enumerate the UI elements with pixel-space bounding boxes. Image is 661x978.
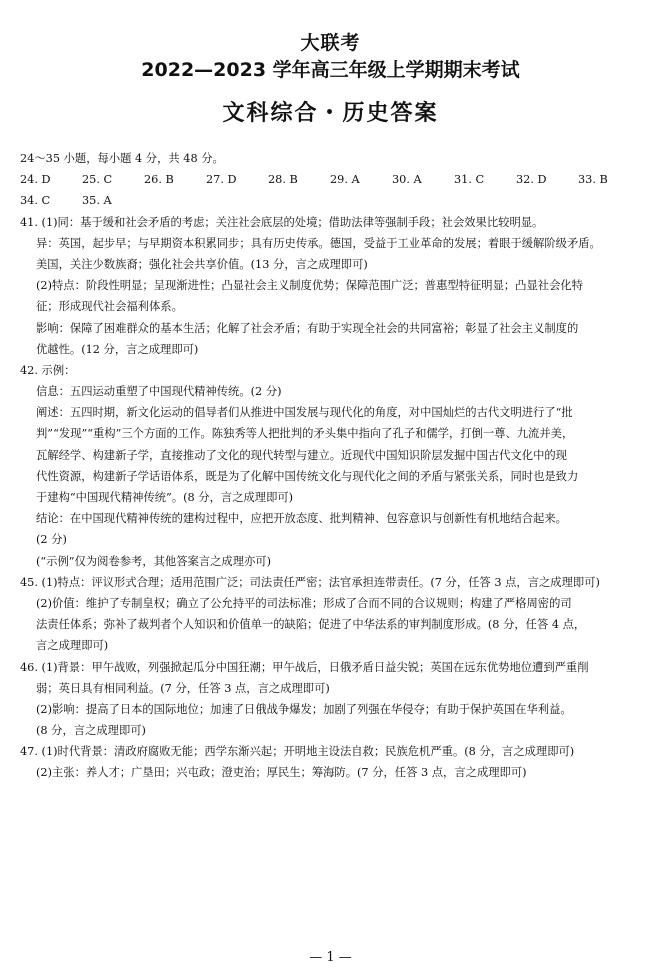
answer-line: (8 分，言之成理即可) bbox=[36, 724, 146, 738]
choice-answer: 25. C bbox=[82, 173, 113, 187]
subject-title: 文科综合・历史答案 bbox=[222, 101, 439, 126]
choice-answers-row-2 bbox=[20, 190, 650, 211]
exam-year-title: 2022—2023 学年高三年级上学期期末考试 bbox=[141, 59, 520, 81]
answer-line: (2 分) bbox=[36, 533, 67, 547]
answer-line: 弱；英日具有相同利益。(7 分，任答 3 点，言之成理即可) bbox=[36, 681, 330, 695]
choice-answer: 29. A bbox=[330, 173, 360, 187]
answer-line: 影响：保障了困难群众的基本生活；化解了社会矛盾；有助于实现全社会的共同富裕；彰显了社会主义制度的 bbox=[36, 321, 579, 335]
answer-line: (2)主张：养人才；广垦田；兴屯政；澄吏治；厚民生；筹海防。(7 分，任答 3 点，言之成理即可) bbox=[36, 766, 527, 780]
answer-line: 结论：在中国现代精神传统的建构过程中，应把开放态度、批判精神、包容意识与创新性有机地结合起来。 bbox=[36, 512, 567, 526]
answer-line: 瓦解经学、构建新子学，直接推动了文化的现代转型与建立。近现代中国知识阶层发掘中国古代文化中的现 bbox=[36, 448, 567, 462]
answer-line: (2)价值：维护了专制皇权；确立了公允持平的司法标准；形成了合而不同的合议规则；构建了严格周密的司 bbox=[36, 596, 572, 610]
choice-answer: 35. A bbox=[82, 194, 112, 208]
answer-line: (“示例”仅为阅卷参考，其他答案言之成理亦可) bbox=[36, 554, 272, 568]
choice-answer: 31. C bbox=[454, 173, 485, 187]
answer-line: 代性资源，构建新子学话语体系，既是为了化解中国传统文化与现代化之间的矛盾与紧张关系，同时也是致力 bbox=[36, 469, 579, 483]
answer-line: 异：英国，起步早；与早期资本积累同步；具有历史传承。德国，受益于工业革命的发展；着眼于缓解阶级矛盾。 bbox=[36, 236, 601, 250]
choice-answer: 30. A bbox=[392, 173, 422, 187]
exam-series-title: 大联考 bbox=[300, 32, 361, 54]
choice-answer: 26. B bbox=[144, 173, 174, 187]
choice-answer: 28. B bbox=[268, 173, 298, 187]
answer-line: 信息：五四运动重塑了中国现代精神传统。(2 分) bbox=[36, 385, 282, 399]
choice-answers-row-1 bbox=[20, 169, 650, 190]
answer-line: (2)特点：阶段性明显；呈现渐进性；凸显社会主义制度优势；保障范围广泛；普惠型特征明显；凸显社会化特 bbox=[36, 279, 583, 293]
answer-content bbox=[20, 148, 650, 784]
answer-line: 41. (1)同：基于缓和社会矛盾的考虑；关注社会底层的处境；借助法律等强制手段；社会效果比较明显。 bbox=[20, 215, 544, 229]
choice-answer: 34. C bbox=[20, 194, 51, 208]
choice-answer: 27. D bbox=[206, 173, 237, 187]
choice-answer: 33. B bbox=[578, 173, 608, 187]
answer-line: 优越性。(12 分，言之成理即可) bbox=[36, 342, 199, 356]
choice-intro: 24～35 小题，每小题 4 分，共 48 分。 bbox=[20, 152, 224, 165]
answer-line: 美国，关注少数族裔；强化社会共享价值。(13 分，言之成理即可) bbox=[36, 257, 368, 271]
answer-line: 47. (1)时代背景：清政府腐败无能；西学东渐兴起；开明地主设法自救；民族危机严重。(8 分，言之成理即可) bbox=[20, 745, 575, 759]
answer-line: 阐述：五四时期，新文化运动的倡导者们从推进中国发展与现代化的角度，对中国灿烂的古代文明进行了“批 bbox=[36, 406, 573, 420]
answer-line: (2)影响：提高了日本的国际地位；加速了日俄战争爆发；加剧了列强在华侵夺；有助于保护英国在华利益。 bbox=[36, 702, 572, 716]
choice-answer: 32. D bbox=[516, 173, 547, 187]
choice-answer: 24. D bbox=[20, 173, 51, 187]
answer-line: 45. (1)特点：评议形式合理；适用范围广泛；司法责任严密；法官承担连带责任。(7 分，任答 3 点，言之成理即可) bbox=[20, 575, 600, 589]
answer-line: 于建构“中国现代精神传统”。(8 分，言之成理即可) bbox=[36, 491, 294, 504]
page-number: — 1 — bbox=[309, 950, 352, 965]
answer-line: 46. (1)背景：甲午战败，列强掀起瓜分中国狂潮；甲午战后，日俄矛盾日益尖锐；英国在远东优势地位遭到严重削 bbox=[20, 660, 589, 674]
answer-line: 言之成理即可) bbox=[36, 639, 109, 653]
answer-line: 判”“发现”“重构”三个方面的工作。陈独秀等人把批判的矛头集中指向了孔子和儒学，打倒一尊、九流并美， bbox=[36, 427, 574, 441]
answer-line: 42. 示例： bbox=[20, 363, 76, 377]
answer-line: 法责任体系；弥补了裁判者个人知识和价值单一的缺陷；促进了中华法系的审判制度形成。(8 分，任答 4 点， bbox=[36, 618, 586, 632]
answer-line: 征；形成现代社会福利体系。 bbox=[36, 300, 183, 314]
